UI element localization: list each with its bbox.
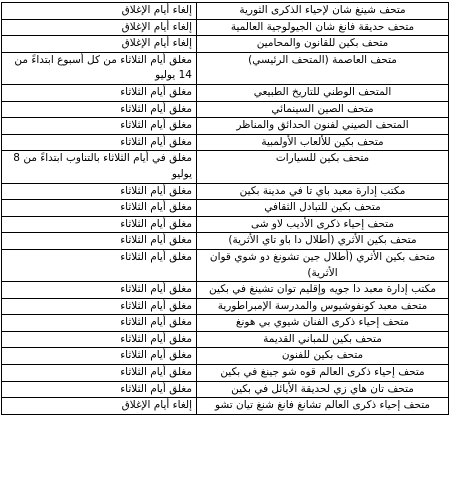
closing-status-cell: مغلق أيام الثلاثاء xyxy=(2,249,197,281)
museum-name-cell: المتحف الصيني لفنون الحدائق والمناظر xyxy=(197,118,449,135)
table-row xyxy=(2,118,449,135)
museum-name-cell: مكتب إدارة معبد باي تا في مدينة بكين xyxy=(197,183,449,200)
closing-status-cell: إلغاء أيام الإغلاق xyxy=(2,398,197,415)
closing-status-cell: مغلق أيام الثلاثاء من كل أسبوع ابتداءً من 14 يوليو xyxy=(2,52,197,84)
table-row xyxy=(2,233,449,250)
table-row xyxy=(2,134,449,151)
closing-status-cell: مغلق أيام الثلاثاء xyxy=(2,331,197,348)
table-row xyxy=(2,381,449,398)
museum-name-cell: متحف معبد كونفوشيوس والمدرسة الإمبراطورية xyxy=(197,298,449,315)
museum-name-cell: متحف بكين الأثري (أطلال دا باو تاي الأثرية) xyxy=(197,233,449,250)
table-row xyxy=(2,348,449,365)
museum-name-cell: متحف بكين الأثري (أطلال جين تشونغ دو شوي قوان الأثرية) xyxy=(197,249,449,281)
museum-name-cell: متحف الصين السينمائي xyxy=(197,101,449,118)
museum-name-cell: متحف بكين للسيارات xyxy=(197,151,449,183)
table-row xyxy=(2,200,449,217)
museum-name-cell: متحف حديقة فانغ شان الجيولوجية العالمية xyxy=(197,19,449,36)
closing-status-cell: مغلق أيام الثلاثاء xyxy=(2,315,197,332)
museum-name-cell: متحف إحياء ذكرى العالم قوه شو جينغ في بكين xyxy=(197,365,449,382)
museum-name-cell: المتحف الوطني للتاريخ الطبيعي xyxy=(197,84,449,101)
table-row xyxy=(2,216,449,233)
museum-name-cell: متحف العاصمة (المتحف الرئيسي) xyxy=(197,52,449,84)
table-row xyxy=(2,249,449,281)
table-row xyxy=(2,52,449,84)
closing-status-cell: إلغاء أيام الإغلاق xyxy=(2,3,197,20)
museum-rows xyxy=(2,3,449,415)
closing-status-cell: إلغاء أيام الإغلاق xyxy=(2,36,197,53)
closing-status-cell: مغلق أيام الثلاثاء xyxy=(2,118,197,135)
museum-name-cell: متحف بكين للقانون والمحامين xyxy=(197,36,449,53)
closing-status-cell: مغلق أيام الثلاثاء xyxy=(2,84,197,101)
museum-closing-table xyxy=(1,2,449,415)
museum-name-cell: مكتب إدارة معبد دا جويه وإقليم توان تشينغ في بكين xyxy=(197,282,449,299)
closing-status-cell: مغلق أيام الثلاثاء xyxy=(2,134,197,151)
closing-status-cell: إلغاء أيام الإغلاق xyxy=(2,19,197,36)
closing-status-cell: مغلق أيام الثلاثاء xyxy=(2,183,197,200)
table-row xyxy=(2,315,449,332)
table-row xyxy=(2,101,449,118)
museum-name-cell: متحف بكين للفنون xyxy=(197,348,449,365)
table-row xyxy=(2,84,449,101)
museum-name-cell: متحف إحياء ذكرى الفنان شيوي بي هونغ xyxy=(197,315,449,332)
table-row xyxy=(2,365,449,382)
table-row xyxy=(2,19,449,36)
table-row xyxy=(2,36,449,53)
museum-name-cell: متحف بكين للمباني القديمة xyxy=(197,331,449,348)
closing-status-cell: مغلق أيام الثلاثاء xyxy=(2,216,197,233)
closing-status-cell: مغلق أيام الثلاثاء xyxy=(2,200,197,217)
table-row xyxy=(2,3,449,20)
closing-status-cell: مغلق أيام الثلاثاء xyxy=(2,233,197,250)
closing-status-cell: مغلق أيام الثلاثاء xyxy=(2,348,197,365)
closing-status-cell: مغلق أيام الثلاثاء xyxy=(2,381,197,398)
closing-status-cell: مغلق أيام الثلاثاء xyxy=(2,365,197,382)
museum-name-cell: متحف بكين للتبادل الثقافي xyxy=(197,200,449,217)
table-row xyxy=(2,183,449,200)
closing-status-cell: مغلق أيام الثلاثاء xyxy=(2,282,197,299)
museum-name-cell: متحف شينغ شان لإحياء الذكرى الثورية xyxy=(197,3,449,20)
museum-name-cell: متحف إحياء ذكرى العالم تشانغ فانغ شنغ تيان تشو xyxy=(197,398,449,415)
museum-name-cell: متحف تان هاي زي لحديقة الأيائل في بكين xyxy=(197,381,449,398)
table-row xyxy=(2,298,449,315)
table-row xyxy=(2,151,449,183)
table-row xyxy=(2,282,449,299)
closing-status-cell: مغلق في أيام الثلاثاء بالتناوب ابتداءً من 8 يوليو xyxy=(2,151,197,183)
museum-name-cell: متحف بكين للألعاب الأولمبية xyxy=(197,134,449,151)
closing-status-cell: مغلق أيام الثلاثاء xyxy=(2,298,197,315)
museum-name-cell: متحف إحياء ذكرى الأديب لاو شى xyxy=(197,216,449,233)
closing-status-cell: مغلق أيام الثلاثاء xyxy=(2,101,197,118)
table-row xyxy=(2,398,449,415)
table-row xyxy=(2,331,449,348)
